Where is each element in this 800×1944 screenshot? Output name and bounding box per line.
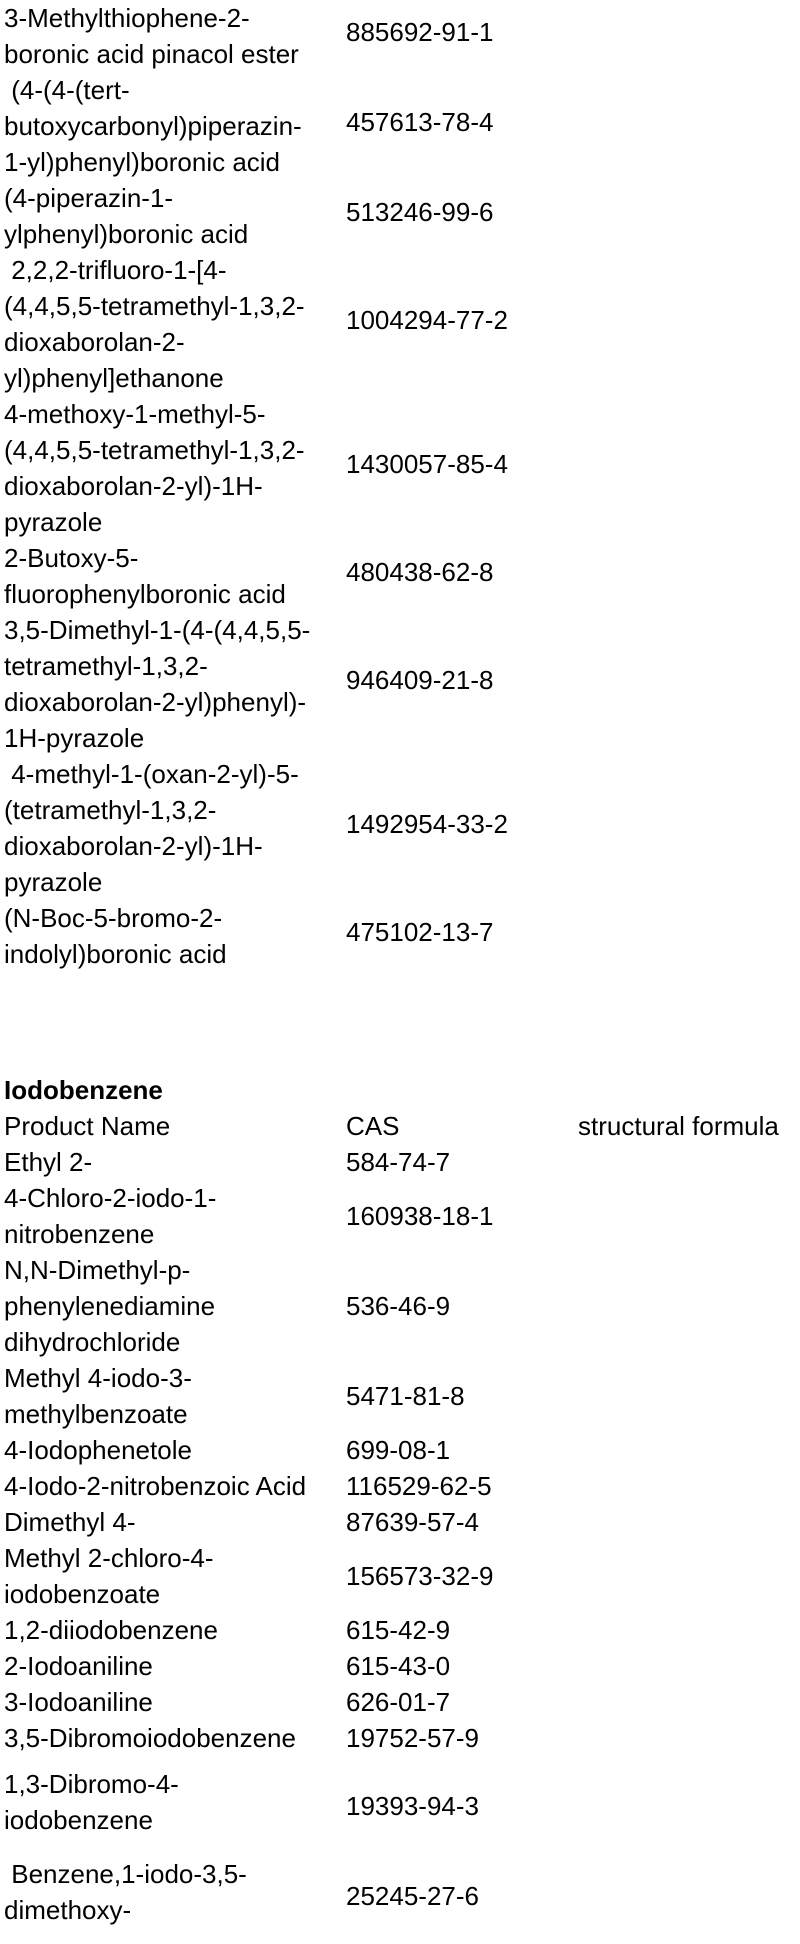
table-row: [0, 396, 800, 540]
product-name-cell: 3,5-Dibromoiodobenzene: [4, 1723, 296, 1753]
cas-cell: 1430057-85-4: [346, 449, 508, 479]
product-name-header: Product Name: [4, 1111, 171, 1141]
table-row: [0, 540, 800, 612]
section-title: Iodobenzene: [4, 1075, 163, 1105]
product-name-cell: (4-(4-(tert- butoxycarbonyl)piperazin- 1-yl)phenyl)boronic acid: [4, 75, 302, 177]
table-row: [0, 1684, 800, 1720]
cas-cell: 156573-32-9: [346, 1561, 494, 1591]
cas-cell: 615-43-0: [346, 1651, 451, 1681]
product-name-cell: 1,3-Dibromo-4- iodobenzene: [4, 1769, 179, 1835]
table-row: [0, 1144, 800, 1180]
cas-cell: 885692-91-1: [346, 17, 494, 47]
table-row: [0, 1360, 800, 1432]
product-name-cell: 1,2-diiodobenzene: [4, 1615, 218, 1645]
cas-cell: 25245-27-6: [346, 1881, 479, 1911]
table-row: [0, 1504, 800, 1540]
table-row: [0, 756, 800, 900]
product-name-cell: 2-Butoxy-5- fluorophenylboronic acid: [4, 543, 286, 609]
table-row: [0, 1540, 800, 1612]
cas-cell: 536-46-9: [346, 1291, 451, 1321]
cas-cell: 160938-18-1: [346, 1201, 494, 1231]
table-row: [0, 252, 800, 396]
product-name-cell: N,N-Dimethyl-p- phenylenediamine dihydrochloride: [4, 1255, 216, 1357]
table-row: [0, 1856, 800, 1936]
table-row: [0, 1720, 800, 1756]
cas-cell: 626-01-7: [346, 1687, 451, 1717]
cas-cell: 1004294-77-2: [346, 305, 508, 335]
product-name-cell: 4-Chloro-2-iodo-1- nitrobenzene: [4, 1183, 217, 1249]
cas-cell: 513246-99-6: [346, 197, 494, 227]
cas-cell: 5471-81-8: [346, 1381, 465, 1411]
product-name-cell: Benzene,1-iodo-3,5- dimethoxy-: [4, 1859, 247, 1925]
cas-cell: 584-74-7: [346, 1147, 451, 1177]
product-name-cell: Methyl 2-chloro-4- iodobenzoate: [4, 1543, 214, 1609]
table-row: [0, 1180, 800, 1252]
product-name-cell: 4-Iodo-2-nitrobenzoic Acid: [4, 1471, 307, 1501]
table-row: [0, 72, 800, 180]
cas-cell: 19393-94-3: [346, 1791, 479, 1821]
product-name-cell: 3,5-Dimethyl-1-(4-(4,4,5,5- tetramethyl-1,3,2- dioxaborolan-2-yl)phenyl)- 1H-pyrazole: [4, 615, 311, 753]
cas-header: CAS: [346, 1111, 400, 1141]
table-row: [0, 1766, 800, 1846]
table-row: [0, 1468, 800, 1504]
table-row: [0, 612, 800, 756]
table-row: [0, 1432, 800, 1468]
product-name-cell: (N-Boc-5-bromo-2- indolyl)boronic acid: [4, 903, 227, 969]
cas-cell: 480438-62-8: [346, 557, 494, 587]
header-row: [0, 1108, 800, 1144]
product-name-cell: 4-Iodophenetole: [4, 1435, 192, 1465]
table-row: [0, 180, 800, 252]
cas-cell: 116529-62-5: [346, 1471, 492, 1501]
cas-cell: 946409-21-8: [346, 665, 494, 695]
product-name-cell: 2-Iodoaniline: [4, 1651, 153, 1681]
table-row: [0, 900, 800, 972]
cas-cell: 457613-78-4: [346, 107, 494, 137]
cas-cell: 475102-13-7: [346, 917, 494, 947]
cas-cell: 19752-57-9: [346, 1723, 479, 1753]
product-name-cell: Ethyl 2-: [4, 1147, 93, 1177]
cas-cell: 87639-57-4: [346, 1507, 479, 1537]
structural-formula-header: structural formula: [578, 1111, 779, 1141]
cas-cell: 699-08-1: [346, 1435, 451, 1465]
table-row: [0, 1252, 800, 1360]
table-row: [0, 1612, 800, 1648]
table-row: [0, 1648, 800, 1684]
product-name-cell: 2,2,2-trifluoro-1-[4- (4,4,5,5-tetramethyl-1,3,2- dioxaborolan-2- yl)phenyl]ethanone: [4, 255, 305, 393]
product-name-cell: 4-methoxy-1-methyl-5- (4,4,5,5-tetramethyl-1,3,2- dioxaborolan-2-yl)-1H- pyrazole: [4, 399, 305, 537]
product-name-cell: (4-piperazin-1- ylphenyl)boronic acid: [4, 183, 249, 249]
product-name-cell: Dimethyl 4-: [4, 1507, 136, 1537]
product-name-cell: Methyl 4-iodo-3- methylbenzoate: [4, 1363, 192, 1429]
product-name-cell: 3-Methylthiophene-2- boronic acid pinacol ester: [4, 3, 299, 69]
cas-cell: 615-42-9: [346, 1615, 451, 1645]
product-name-cell: 3-Iodoaniline: [4, 1687, 153, 1717]
cas-cell: 1492954-33-2: [346, 809, 508, 839]
product-name-cell: 4-methyl-1-(oxan-2-yl)-5- (tetramethyl-1,3,2- dioxaborolan-2-yl)-1H- pyrazole: [4, 759, 299, 897]
table-row: [0, 0, 800, 72]
